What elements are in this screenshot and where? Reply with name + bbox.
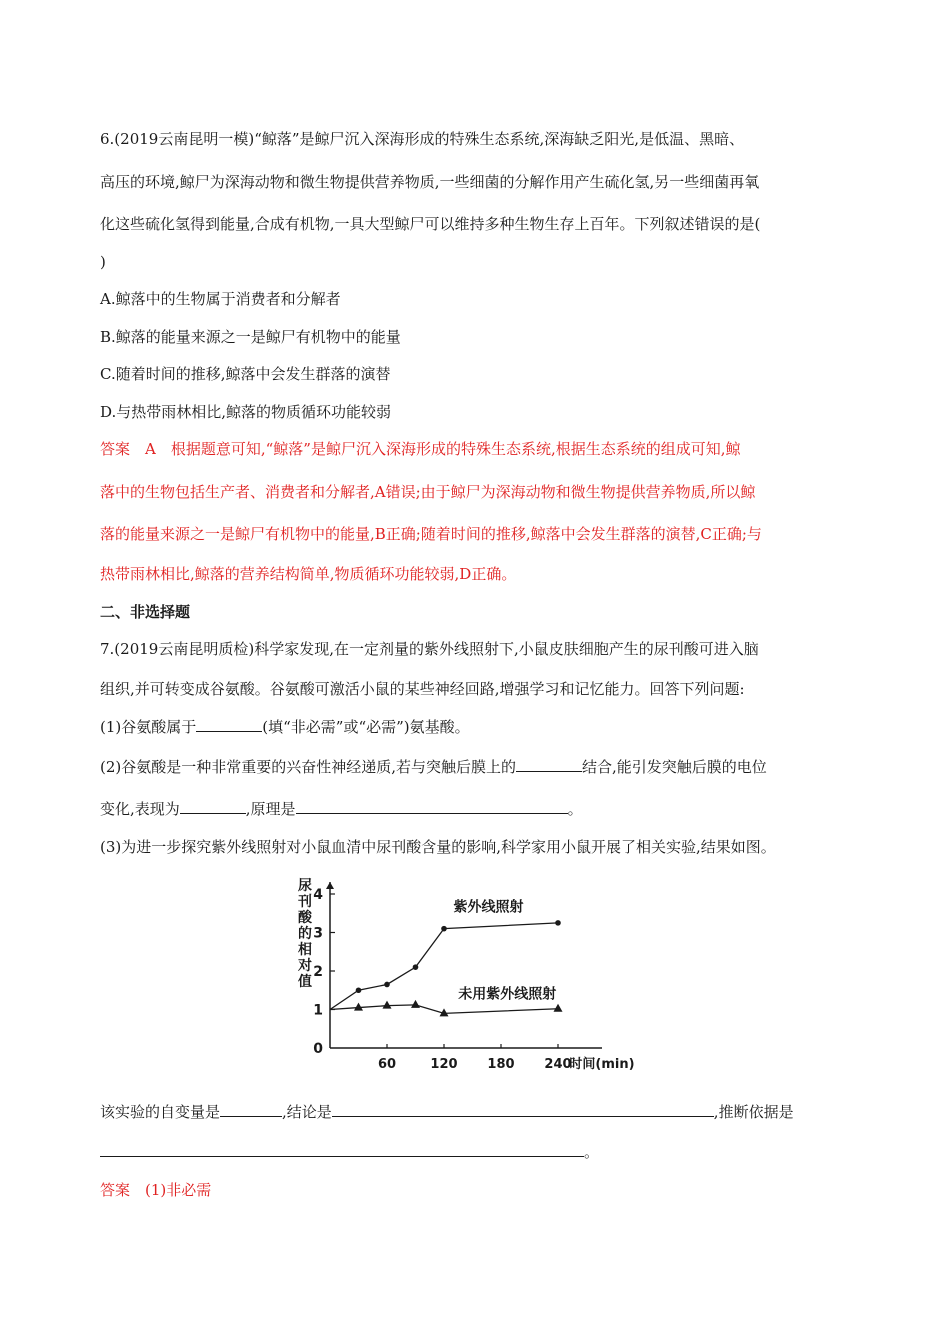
x-tick-label: 180 <box>487 1057 515 1072</box>
chart-series-labels <box>454 898 557 1002</box>
answer-blank-6[interactable] <box>332 1100 714 1117</box>
independent-variable-label: 该实验的自变量是 <box>100 1103 221 1121</box>
answer-blank-1[interactable] <box>196 715 262 732</box>
series-label: 未用紫外线照射 <box>458 986 557 1003</box>
q6-answer-line-1: 答案 A 根据题意可知,“鲸落”是鲸尸沉入深海形成的特殊生态系统,根据生态系统的组成可知,鲸 <box>100 440 741 458</box>
q7-fill-line <box>100 1100 860 1124</box>
q7-part-2-end: 。 <box>567 800 583 818</box>
y-tick-label: 0 <box>313 1041 323 1057</box>
x-tick-label: 120 <box>430 1057 458 1072</box>
q7-part-2-expression-label: 变化,表现为 <box>100 800 180 818</box>
answer-blank-5[interactable] <box>220 1100 282 1117</box>
y-axis-label-char: 值 <box>298 974 312 990</box>
q6-answer-line-4: 热带雨林相比,鲸落的营养结构简单,物质循环功能较弱,D正确。 <box>100 565 517 583</box>
y-tick-label: 1 <box>313 1002 323 1019</box>
y-axis-label-char: 尿 <box>298 878 312 894</box>
data-point-circle <box>441 926 447 932</box>
data-point-circle <box>356 987 362 993</box>
q7-part-1-suffix: (填“非必需”或“必需”)氨基酸。 <box>262 718 470 736</box>
q7-part-2-line-2 <box>100 797 860 821</box>
data-point-triangle <box>554 1004 563 1012</box>
answer-blank-2[interactable] <box>516 755 582 772</box>
q6-stem-line-2: 高压的环境,鲸尸为深海动物和微生物提供营养物质,一些细菌的分解作用产生硫化氢,另一些细菌再氧 <box>100 173 760 191</box>
x-tick-label: 60 <box>377 1057 397 1072</box>
data-point-triangle <box>383 1001 392 1009</box>
series-label: 紫外线照射 <box>453 899 524 916</box>
y-tick-label: 3 <box>313 925 323 942</box>
data-point-circle <box>384 982 390 988</box>
chart-y-axis-label <box>297 878 313 990</box>
basis-label: ,推断依据是 <box>713 1103 794 1121</box>
x-axis-label: 时间(min) <box>569 1057 635 1072</box>
q6-stem-line-4: ) <box>100 253 106 271</box>
q6-answer-line-3: 落的能量来源之一是鲸尸有机物中的能量,B正确;随着时间的推移,鲸落中会发生群落的演替,C正确;与 <box>100 525 762 543</box>
answer-blank-3[interactable] <box>180 797 246 814</box>
q6-option-b: B.鲸落的能量来源之一是鲸尸有机物中的能量 <box>100 328 401 346</box>
q6-option-a: A.鲸落中的生物属于消费者和分解者 <box>100 290 341 308</box>
q6-stem-line-3: 化这些硫化氢得到能量,合成有机物,一具大型鲸尸可以维持多种生物生存上百年。下列叙述错误的是( <box>100 215 761 233</box>
y-axis-label-char: 相 <box>298 942 312 958</box>
q7-answer: 答案 (1)非必需 <box>100 1181 212 1199</box>
data-point-triangle <box>354 1003 363 1011</box>
x-tick-label: 240 <box>544 1057 572 1072</box>
q6-stem-line-1: 6.(2019云南昆明一模)“鲸落”是鲸尸沉入深海形成的特殊生态系统,深海缺乏阳光,是低温、黑暗、 <box>100 130 745 148</box>
y-tick-label: 2 <box>313 964 323 980</box>
y-axis-label-char: 酸 <box>298 910 312 926</box>
y-tick-label: 4 <box>313 887 323 903</box>
q7-part-2-line-1 <box>100 755 860 779</box>
data-point-triangle <box>411 1000 420 1008</box>
urocanic-acid-chart <box>280 870 670 1080</box>
q7-part-2-prefix: (2)谷氨酸是一种非常重要的兴奋性神经递质,若与突触后膜上的 <box>100 758 517 776</box>
y-axis-label-char: 的 <box>298 926 312 942</box>
q7-fill-line-2 <box>100 1140 860 1164</box>
q7-intro-line-1: 7.(2019云南昆明质检)科学家发现,在一定剂量的紫外线照射下,小鼠皮肤细胞产生的尿刊酸可进入脑 <box>100 640 759 658</box>
q6-option-d: D.与热带雨林相比,鲸落的物质循环功能较弱 <box>100 403 392 421</box>
y-axis-arrow <box>326 882 334 889</box>
q7-part-1-prefix: (1)谷氨酸属于 <box>100 718 197 736</box>
q7-part-2-principle-label: ,原理是 <box>245 800 296 818</box>
q7-part-1 <box>100 715 860 739</box>
answer-blank-7[interactable] <box>100 1140 584 1157</box>
q7-part-2-suffix: 结合,能引发突触后膜的电位 <box>582 758 767 776</box>
section-title: 二、非选择题 <box>100 603 191 621</box>
answer-blank-4[interactable] <box>296 797 568 814</box>
data-point-circle <box>413 964 419 970</box>
data-point-circle <box>555 920 561 926</box>
conclusion-label: ,结论是 <box>282 1103 332 1121</box>
q6-option-c: C.随着时间的推移,鲸落中会发生群落的演替 <box>100 365 391 383</box>
q7-intro-line-2: 组织,并可转变成谷氨酸。谷氨酸可激活小鼠的某些神经回路,增强学习和记忆能力。回答下列问题: <box>100 680 745 698</box>
q7-fill-end: 。 <box>584 1143 600 1161</box>
q7-part-3: (3)为进一步探究紫外线照射对小鼠血清中尿刊酸含量的影响,科学家用小鼠开展了相关实验,结果如图。 <box>100 838 776 856</box>
y-axis-label-char: 对 <box>298 958 312 974</box>
y-axis-label-char: 刊 <box>298 894 312 910</box>
q6-answer-line-2: 落中的生物包括生产者、消费者和分解者,A错误;由于鲸尸为深海动物和微生物提供营养物质,所以鲸 <box>100 483 756 501</box>
